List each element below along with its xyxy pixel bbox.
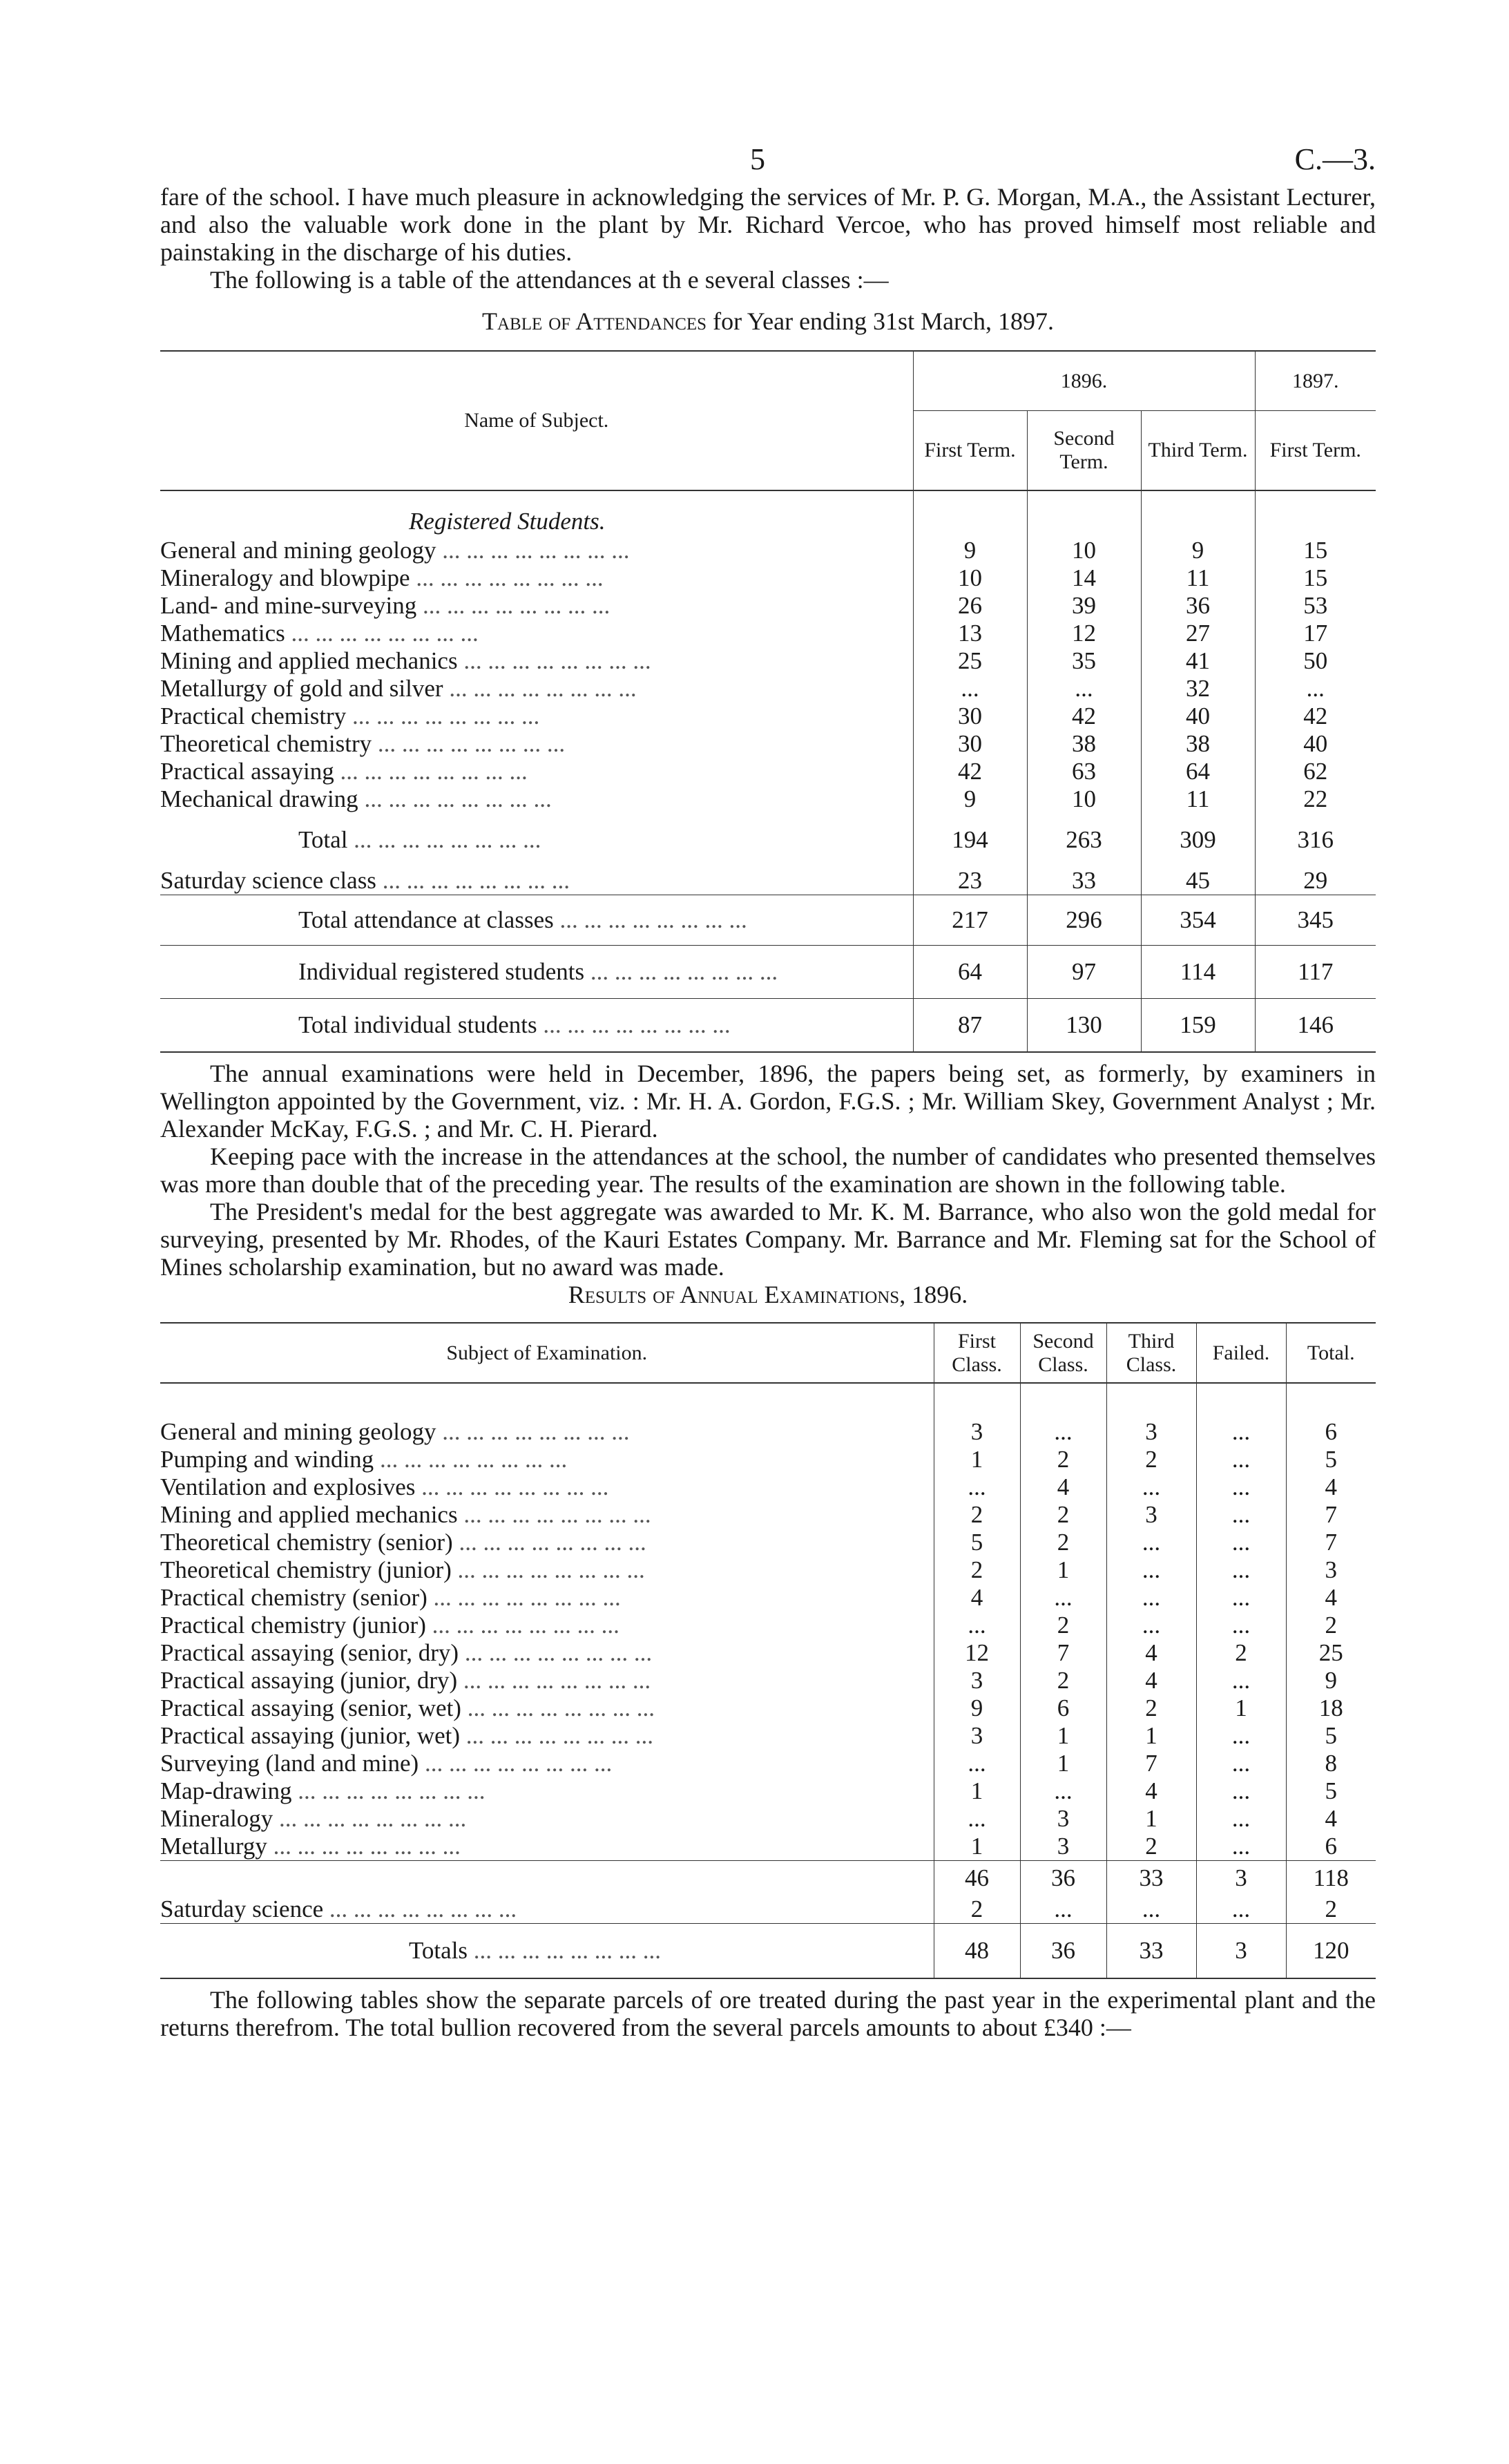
table2-title xyxy=(160,1281,1376,1308)
value-cell: 120 xyxy=(1286,1924,1376,1979)
value-cell: 9 xyxy=(913,785,1027,813)
col-header-failed: Failed. xyxy=(1196,1323,1286,1383)
value-cell: 5 xyxy=(934,1529,1020,1556)
value-cell: ... xyxy=(1196,1612,1286,1639)
value-cell: 8 xyxy=(1286,1750,1376,1777)
leader-dots: ... ... ... ... ... ... ... ... xyxy=(273,1805,467,1832)
value-cell: 2 xyxy=(1020,1446,1106,1473)
value-cell: 3 xyxy=(1020,1833,1106,1861)
value-cell: 36 xyxy=(1141,592,1255,620)
value-cell: 9 xyxy=(913,537,1027,564)
value-cell: 7 xyxy=(1020,1639,1106,1667)
value-cell: 2 xyxy=(1106,1833,1196,1861)
row-label: Totals xyxy=(409,1937,468,1964)
table-row xyxy=(160,1612,1376,1639)
col-header-1897: 1897. xyxy=(1255,351,1376,411)
value-cell: 4 xyxy=(1106,1667,1196,1694)
value-cell: 345 xyxy=(1255,895,1376,946)
value-cell: 3 xyxy=(1106,1501,1196,1529)
value-cell: 25 xyxy=(913,647,1027,675)
value-cell: ... xyxy=(934,1805,1020,1833)
leader-dots: ... ... ... ... ... ... ... ... xyxy=(460,1722,654,1749)
value-cell: ... xyxy=(1020,1584,1106,1612)
col-header-class: Third Class. xyxy=(1106,1323,1196,1383)
value-cell: 64 xyxy=(913,946,1027,999)
value-cell: 25 xyxy=(1286,1639,1376,1667)
row-label: Mineralogy and blowpipe xyxy=(160,564,410,591)
row-label: Practical chemistry (senior) xyxy=(160,1584,427,1611)
value-cell: ... xyxy=(1196,1501,1286,1529)
row-label: Mining and applied mechanics xyxy=(160,647,458,674)
row-label: Mathematics xyxy=(160,620,285,647)
paragraph-3: The annual examinations were held in December, 1896, the papers being set, as formerly, by examiners in Wellington appointed by the Government, viz. : Mr. H. A. Gordon, F.G.S. ; Mr. William Skey, Government Analyst ; Mr. Alexander McKay, F.G.S. ; and Mr. C. H. Pierard. xyxy=(160,1060,1376,1143)
value-cell: 48 xyxy=(934,1924,1020,1979)
value-cell: 4 xyxy=(1106,1639,1196,1667)
table-row xyxy=(160,1805,1376,1833)
row-label: Total xyxy=(298,826,348,853)
value-cell: 4 xyxy=(934,1584,1020,1612)
table-row xyxy=(160,1446,1376,1473)
value-cell: ... xyxy=(1196,1418,1286,1446)
value-cell: 7 xyxy=(1286,1501,1376,1529)
table-row xyxy=(160,537,1376,564)
value-cell: ... xyxy=(934,1473,1020,1501)
value-cell: 6 xyxy=(1286,1833,1376,1861)
value-cell: ... xyxy=(1027,675,1141,703)
row-label: Practical assaying (junior, wet) xyxy=(160,1722,461,1749)
value-cell: 4 xyxy=(1286,1473,1376,1501)
total-individual-row xyxy=(160,999,1376,1053)
value-cell: 1 xyxy=(1106,1805,1196,1833)
leader-dots: ... ... ... ... ... ... ... ... xyxy=(451,1556,645,1583)
value-cell: 64 xyxy=(1141,758,1255,785)
leader-dots: ... ... ... ... ... ... ... ... xyxy=(291,1777,486,1804)
row-label: Total individual students xyxy=(298,1011,537,1038)
value-cell: ... xyxy=(1196,1473,1286,1501)
row-label: Practical assaying (senior, dry) xyxy=(160,1639,459,1666)
value-cell: ... xyxy=(1196,1722,1286,1750)
row-label: Surveying (land and mine) xyxy=(160,1750,419,1777)
individual-row xyxy=(160,946,1376,999)
value-cell: 1 xyxy=(1020,1556,1106,1584)
value-cell: 354 xyxy=(1141,895,1255,946)
value-cell: ... xyxy=(934,1750,1020,1777)
value-cell: 118 xyxy=(1286,1861,1376,1896)
value-cell: 9 xyxy=(1286,1667,1376,1694)
value-cell: 263 xyxy=(1027,813,1141,867)
table-row xyxy=(160,1639,1376,1667)
value-cell: 11 xyxy=(1141,564,1255,592)
leader-dots: ... ... ... ... ... ... ... ... xyxy=(461,1694,655,1721)
leader-dots: ... ... ... ... ... ... ... ... xyxy=(459,1639,653,1666)
row-label: Map-drawing xyxy=(160,1777,292,1804)
value-cell: 5 xyxy=(1286,1446,1376,1473)
value-cell: 1 xyxy=(1106,1722,1196,1750)
value-cell: 9 xyxy=(934,1694,1020,1722)
value-cell: ... xyxy=(1106,1584,1196,1612)
value-cell: 2 xyxy=(1020,1612,1106,1639)
value-cell: 2 xyxy=(1286,1612,1376,1639)
value-cell: ... xyxy=(1196,1584,1286,1612)
total-attendance-row xyxy=(160,895,1376,946)
col-header-subject-exam: Subject of Examination. xyxy=(160,1323,934,1383)
value-cell: ... xyxy=(1196,1529,1286,1556)
page-header xyxy=(160,135,1376,183)
col-header-total: Total. xyxy=(1286,1323,1376,1383)
col-header-class: Second Class. xyxy=(1020,1323,1106,1383)
value-cell: ... xyxy=(934,1612,1020,1639)
row-label: Practical chemistry (junior) xyxy=(160,1612,426,1639)
table1-title xyxy=(160,307,1376,335)
table-row xyxy=(160,1777,1376,1805)
table-row xyxy=(160,620,1376,647)
value-cell: 130 xyxy=(1027,999,1141,1053)
table-row xyxy=(160,703,1376,730)
leader-dots: ... ... ... ... ... ... ... ... xyxy=(468,1937,662,1964)
value-cell: 33 xyxy=(1106,1924,1196,1979)
value-cell: 30 xyxy=(913,703,1027,730)
value-cell: 5 xyxy=(1286,1777,1376,1805)
col-header-class: First Class. xyxy=(934,1323,1020,1383)
row-label: Total attendance at classes xyxy=(298,906,554,933)
totals-row xyxy=(160,1924,1376,1979)
value-cell: 316 xyxy=(1255,813,1376,867)
col-header-subject: Name of Subject. xyxy=(160,351,913,490)
value-cell: 7 xyxy=(1106,1750,1196,1777)
table-row xyxy=(160,1529,1376,1556)
value-cell: ... xyxy=(1106,1473,1196,1501)
value-cell: ... xyxy=(1106,1612,1196,1639)
value-cell: 3 xyxy=(1196,1861,1286,1896)
value-cell: 63 xyxy=(1027,758,1141,785)
value-cell: ... xyxy=(1020,1895,1106,1924)
value-cell: 13 xyxy=(913,620,1027,647)
leader-dots: ... ... ... ... ... ... ... ... xyxy=(427,1584,621,1611)
row-label: Individual registered students xyxy=(298,958,585,985)
value-cell: 6 xyxy=(1020,1694,1106,1722)
value-cell: 1 xyxy=(1196,1694,1286,1722)
value-cell: 45 xyxy=(1141,867,1255,895)
value-cell: 36 xyxy=(1020,1861,1106,1896)
table-row xyxy=(160,675,1376,703)
value-cell: 2 xyxy=(1020,1667,1106,1694)
table-row xyxy=(160,592,1376,620)
value-cell: 10 xyxy=(913,564,1027,592)
leader-dots: ... ... ... ... ... ... ... ... xyxy=(267,1833,461,1860)
table-row xyxy=(160,1556,1376,1584)
row-label: Theoretical chemistry (senior) xyxy=(160,1529,453,1556)
value-cell: 3 xyxy=(934,1722,1020,1750)
leader-dots: ... ... ... ... ... ... ... ... xyxy=(457,1667,651,1694)
table-row xyxy=(160,564,1376,592)
value-cell: 40 xyxy=(1141,703,1255,730)
value-cell: 26 xyxy=(913,592,1027,620)
value-cell: 1 xyxy=(934,1446,1020,1473)
table-row xyxy=(160,730,1376,758)
table2-title-rest: , 1896. xyxy=(899,1281,968,1308)
value-cell: 14 xyxy=(1027,564,1141,592)
value-cell: ... xyxy=(1196,1895,1286,1924)
section-heading: Registered Students. xyxy=(409,508,606,535)
value-cell: ... xyxy=(1196,1556,1286,1584)
value-cell: 146 xyxy=(1255,999,1376,1053)
value-cell: 217 xyxy=(913,895,1027,946)
value-cell: ... xyxy=(1196,1777,1286,1805)
value-cell: 5 xyxy=(1286,1722,1376,1750)
value-cell: 11 xyxy=(1141,785,1255,813)
subtotal-row xyxy=(160,1861,1376,1896)
value-cell: 12 xyxy=(934,1639,1020,1667)
value-cell: 114 xyxy=(1141,946,1255,999)
leader-dots: ... ... ... ... ... ... ... ... xyxy=(372,730,566,757)
leader-dots: ... ... ... ... ... ... ... ... xyxy=(285,620,479,647)
table-row xyxy=(160,1473,1376,1501)
table-row xyxy=(160,1722,1376,1750)
value-cell: ... xyxy=(1196,1446,1286,1473)
value-cell: 33 xyxy=(1027,867,1141,895)
value-cell: ... xyxy=(1196,1833,1286,1861)
value-cell: 53 xyxy=(1255,592,1376,620)
value-cell: 296 xyxy=(1027,895,1141,946)
row-label: General and mining geology xyxy=(160,1418,436,1445)
value-cell: 6 xyxy=(1286,1418,1376,1446)
value-cell: 41 xyxy=(1141,647,1255,675)
value-cell: 4 xyxy=(1020,1473,1106,1501)
value-cell: 2 xyxy=(1286,1895,1376,1924)
value-cell: 2 xyxy=(934,1501,1020,1529)
value-cell: 159 xyxy=(1141,999,1255,1053)
saturday-row xyxy=(160,1895,1376,1924)
value-cell: 2 xyxy=(1106,1446,1196,1473)
value-cell: 4 xyxy=(1286,1805,1376,1833)
col-header-term: Third Term. xyxy=(1141,411,1255,491)
table2-title-main: Results of Annual Examinations xyxy=(568,1281,900,1308)
value-cell: 194 xyxy=(913,813,1027,867)
value-cell: 27 xyxy=(1141,620,1255,647)
value-cell: ... xyxy=(1106,1895,1196,1924)
value-cell: 46 xyxy=(934,1861,1020,1896)
leader-dots: ... ... ... ... ... ... ... ... xyxy=(584,958,778,985)
table-row xyxy=(160,785,1376,813)
value-cell: 3 xyxy=(1286,1556,1376,1584)
value-cell: ... xyxy=(913,675,1027,703)
table-row xyxy=(160,1750,1376,1777)
value-cell: 1 xyxy=(934,1777,1020,1805)
value-cell: 117 xyxy=(1255,946,1376,999)
value-cell: 15 xyxy=(1255,564,1376,592)
table-row xyxy=(160,1694,1376,1722)
paragraph-5: The President's medal for the best aggregate was awarded to Mr. K. M. Barrance, who also won the gold medal for surveying, presented by Mr. Rhodes, of the Kauri Estates Company. Mr. Barrance and Mr. Fleming sat for the School of Mines scholarship examination, but no award was made. xyxy=(160,1198,1376,1281)
value-cell: 33 xyxy=(1106,1861,1196,1896)
paragraph-6: The following tables show the separate parcels of ore treated during the past year in the experimental plant and the returns therefrom. The total bullion recovered from the several parcels amounts to about £340 :— xyxy=(160,1986,1376,2041)
value-cell: 18 xyxy=(1286,1694,1376,1722)
row-label: Metallurgy xyxy=(160,1833,267,1860)
row-label: Practical assaying (senior, wet) xyxy=(160,1694,461,1721)
value-cell: 3 xyxy=(934,1667,1020,1694)
row-label: Theoretical chemistry (junior) xyxy=(160,1556,452,1583)
value-cell: 10 xyxy=(1027,785,1141,813)
leader-dots: ... ... ... ... ... ... ... ... xyxy=(358,785,552,812)
value-cell: 3 xyxy=(934,1418,1020,1446)
value-cell: 17 xyxy=(1255,620,1376,647)
value-cell: ... xyxy=(1020,1777,1106,1805)
paragraph-2: The following is a table of the attendances at th e several classes :— xyxy=(210,266,889,294)
col-header-term: First Term. xyxy=(913,411,1027,491)
value-cell: 15 xyxy=(1255,537,1376,564)
value-cell: 50 xyxy=(1255,647,1376,675)
value-cell: 309 xyxy=(1141,813,1255,867)
value-cell: 32 xyxy=(1141,675,1255,703)
value-cell: 1 xyxy=(1020,1722,1106,1750)
document-page xyxy=(160,135,1376,2041)
row-label: Saturday science class xyxy=(160,867,376,894)
row-label: Metallurgy of gold and silver xyxy=(160,675,443,702)
col-header-term: First Term. xyxy=(1255,411,1376,491)
value-cell: 30 xyxy=(913,730,1027,758)
col-header-1896: 1896. xyxy=(913,351,1255,411)
row-label: Practical assaying (junior, dry) xyxy=(160,1667,458,1694)
value-cell: 2 xyxy=(1020,1529,1106,1556)
leader-dots: ... ... ... ... ... ... ... ... xyxy=(346,703,540,729)
value-cell: 62 xyxy=(1255,758,1376,785)
value-cell: 1 xyxy=(1020,1750,1106,1777)
value-cell: ... xyxy=(1020,1418,1106,1446)
row-label: General and mining geology xyxy=(160,537,436,564)
row-label: Practical assaying xyxy=(160,758,334,785)
leader-dots: ... ... ... ... ... ... ... ... xyxy=(425,1612,619,1639)
row-label: Mineralogy xyxy=(160,1805,273,1832)
value-cell: 2 xyxy=(934,1895,1020,1924)
leader-dots: ... ... ... ... ... ... ... ... xyxy=(334,758,528,785)
leader-dots: ... ... ... ... ... ... ... ... xyxy=(419,1750,613,1777)
leader-dots: ... ... ... ... ... ... ... ... xyxy=(436,537,630,564)
value-cell: 39 xyxy=(1027,592,1141,620)
paragraph-4: Keeping pace with the increase in the attendances at the school, the number of candidates who presented themselves was more than double that of the preceding year. The results of the examination are shown in the following table. xyxy=(160,1143,1376,1198)
value-cell: 3 xyxy=(1020,1805,1106,1833)
leader-dots: ... ... ... ... ... ... ... ... xyxy=(410,564,604,591)
value-cell: 10 xyxy=(1027,537,1141,564)
leader-dots: ... ... ... ... ... ... ... ... xyxy=(323,1895,517,1922)
leader-dots: ... ... ... ... ... ... ... ... xyxy=(537,1011,731,1038)
value-cell: ... xyxy=(1255,675,1376,703)
value-cell: 3 xyxy=(1196,1924,1286,1979)
table-row xyxy=(160,647,1376,675)
row-label: Land- and mine-surveying xyxy=(160,592,417,619)
leader-dots: ... ... ... ... ... ... ... ... xyxy=(457,647,651,674)
table-row xyxy=(160,758,1376,785)
table-row xyxy=(160,1584,1376,1612)
value-cell: 3 xyxy=(1106,1418,1196,1446)
table-row xyxy=(160,1418,1376,1446)
value-cell: 2 xyxy=(934,1556,1020,1584)
value-cell: 1 xyxy=(934,1833,1020,1861)
value-cell: 7 xyxy=(1286,1529,1376,1556)
value-cell: 2 xyxy=(1020,1501,1106,1529)
total-row xyxy=(160,813,1376,867)
leader-dots: ... ... ... ... ... ... ... ... xyxy=(457,1501,651,1528)
value-cell: 29 xyxy=(1255,867,1376,895)
row-label: Ventilation and explosives xyxy=(160,1473,416,1500)
value-cell: ... xyxy=(1196,1667,1286,1694)
value-cell: 4 xyxy=(1106,1777,1196,1805)
value-cell: 40 xyxy=(1255,730,1376,758)
value-cell: 4 xyxy=(1286,1584,1376,1612)
row-label: Mechanical drawing xyxy=(160,785,358,812)
value-cell: 87 xyxy=(913,999,1027,1053)
leader-dots: ... ... ... ... ... ... ... ... xyxy=(452,1529,646,1556)
paragraph-1: fare of the school. I have much pleasure in acknowledging the services of Mr. P. G. Morgan, M.A., the Assistant Lecturer, and also the valuable work done in the plant by Mr. Richard Vercoe, who has proved himself most reliable and painstaking in the discharge of his duties. xyxy=(160,183,1376,266)
value-cell: 36 xyxy=(1020,1924,1106,1979)
value-cell: 42 xyxy=(1255,703,1376,730)
value-cell: ... xyxy=(1106,1529,1196,1556)
value-cell: 22 xyxy=(1255,785,1376,813)
table-row xyxy=(160,1833,1376,1861)
value-cell: 42 xyxy=(1027,703,1141,730)
leader-dots: ... ... ... ... ... ... ... ... xyxy=(376,867,570,894)
leader-dots: ... ... ... ... ... ... ... ... xyxy=(415,1473,609,1500)
value-cell: ... xyxy=(1196,1750,1286,1777)
row-label: Mining and applied mechanics xyxy=(160,1501,458,1528)
value-cell: 2 xyxy=(1196,1639,1286,1667)
value-cell: 12 xyxy=(1027,620,1141,647)
row-label: Theoretical chemistry xyxy=(160,730,372,757)
table-row xyxy=(160,1501,1376,1529)
table1-title-main: Table of Attendances xyxy=(481,307,707,335)
value-cell: ... xyxy=(1196,1805,1286,1833)
row-label: Pumping and winding xyxy=(160,1446,374,1473)
saturday-row xyxy=(160,867,1376,895)
leader-dots: ... ... ... ... ... ... ... ... xyxy=(443,675,637,702)
table-row xyxy=(160,1667,1376,1694)
value-cell: 23 xyxy=(913,867,1027,895)
leader-dots: ... ... ... ... ... ... ... ... xyxy=(436,1418,630,1445)
value-cell: 38 xyxy=(1027,730,1141,758)
document-reference: C.—3. xyxy=(1294,142,1376,176)
table1-title-rest: for Year ending 31st March, 1897. xyxy=(707,307,1055,335)
leader-dots: ... ... ... ... ... ... ... ... xyxy=(553,906,747,933)
value-cell: 42 xyxy=(913,758,1027,785)
value-cell: 2 xyxy=(1106,1694,1196,1722)
page-number: 5 xyxy=(750,142,765,176)
examination-results-table xyxy=(160,1322,1376,1979)
col-header-term: Second Term. xyxy=(1027,411,1141,491)
value-cell: 38 xyxy=(1141,730,1255,758)
leader-dots: ... ... ... ... ... ... ... ... xyxy=(374,1446,568,1473)
row-label: Saturday science xyxy=(160,1895,324,1922)
value-cell: ... xyxy=(1106,1556,1196,1584)
value-cell: 97 xyxy=(1027,946,1141,999)
leader-dots: ... ... ... ... ... ... ... ... xyxy=(416,592,611,619)
attendance-table xyxy=(160,350,1376,1053)
row-label: Practical chemistry xyxy=(160,703,347,729)
value-cell: 9 xyxy=(1141,537,1255,564)
leader-dots: ... ... ... ... ... ... ... ... xyxy=(347,826,541,853)
value-cell: 35 xyxy=(1027,647,1141,675)
